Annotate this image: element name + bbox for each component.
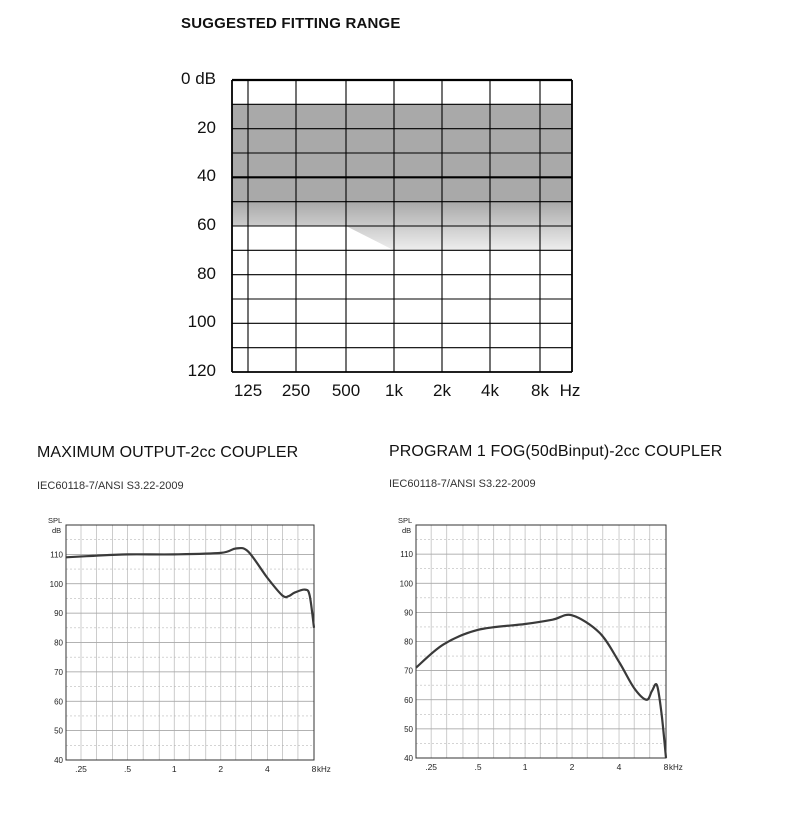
coupler-x-tick-label: .5: [474, 762, 482, 772]
coupler-x-unit: kHz: [669, 763, 683, 772]
coupler-db-label: dB: [52, 526, 62, 535]
fitting-x-tick-label: 250: [281, 381, 311, 400]
fitting-y-tick-label: 120: [187, 361, 216, 380]
coupler-y-tick-label: 40: [404, 754, 413, 763]
max-output-title: MAXIMUM OUTPUT-2cc COUPLER: [37, 444, 299, 461]
coupler-y-tick-label: 100: [49, 579, 63, 589]
coupler-x-tick-label: 2: [218, 764, 224, 774]
program1-title: PROGRAM 1 FOG(50dBinput)-2cc COUPLER: [389, 443, 723, 460]
coupler-y-tick-label: 80: [54, 638, 63, 648]
coupler-x-tick-label: 1: [171, 764, 177, 774]
program1-chart: [390, 500, 790, 790]
coupler-response-curve: [416, 615, 666, 758]
coupler-x-tick-label: 8: [311, 764, 317, 774]
program1-standard: IEC60118-7/ANSI S3.22-2009: [389, 478, 536, 490]
fitting-y-tick-label: 0 dB: [181, 69, 216, 88]
fitting-x-tick-label: 500: [331, 381, 361, 400]
fitting-y-tick-label: 100: [187, 312, 216, 332]
coupler-y-tick-label: 110: [50, 550, 63, 560]
coupler-x-tick-label: 4: [616, 762, 622, 772]
coupler-y-tick-label: 60: [404, 695, 413, 705]
coupler-x-tick-label: .25: [75, 764, 87, 774]
max-output-standard: IEC60118-7/ANSI S3.22-2009: [37, 480, 184, 492]
coupler-y-tick-label: 70: [54, 667, 63, 677]
fitting-x-tick-label: 1k: [385, 381, 403, 400]
coupler-y-tick-label: 50: [54, 726, 63, 736]
coupler-y-tick-label: 100: [399, 579, 413, 589]
max-output-chart: [0, 500, 395, 790]
coupler-y-tick-label: 70: [404, 666, 413, 676]
coupler-spl-label: SPL: [398, 516, 413, 525]
coupler-y-tick-label: 90: [404, 608, 413, 618]
coupler-y-tick-label: 90: [54, 609, 63, 619]
coupler-y-tick-label: 40: [54, 756, 63, 765]
fitting-y-tick-label: 80: [197, 263, 216, 283]
fitting-x-unit: Hz: [559, 381, 581, 400]
fitting-y-tick-label: 20: [197, 117, 216, 137]
fitting-range-title: SUGGESTED FITTING RANGE: [181, 15, 401, 32]
fitting-y-tick-label: 40: [197, 166, 216, 186]
fitting-x-tick-label: 2k: [433, 381, 451, 400]
coupler-y-tick-label: 60: [54, 697, 63, 707]
coupler-x-unit: kHz: [317, 765, 331, 774]
coupler-y-tick-label: 50: [404, 724, 413, 734]
coupler-x-tick-label: 8: [663, 762, 669, 772]
fitting-x-tick-label: 8k: [531, 381, 549, 400]
coupler-spl-label: SPL: [48, 516, 63, 525]
coupler-x-tick-label: .25: [425, 762, 438, 772]
coupler-x-tick-label: 1: [522, 762, 528, 772]
coupler-y-tick-label: 80: [404, 637, 413, 647]
fitting-y-tick-label: 60: [197, 215, 216, 234]
fitting-x-tick-label: 4k: [481, 381, 499, 400]
coupler-response-curve: [66, 548, 314, 628]
coupler-x-tick-label: 4: [265, 764, 270, 774]
fitting-x-tick-label: 125: [233, 381, 263, 400]
coupler-y-tick-label: 110: [400, 550, 413, 560]
coupler-x-tick-label: 2: [569, 762, 575, 772]
coupler-x-tick-label: .5: [124, 764, 132, 774]
coupler-db-label: dB: [402, 526, 412, 535]
